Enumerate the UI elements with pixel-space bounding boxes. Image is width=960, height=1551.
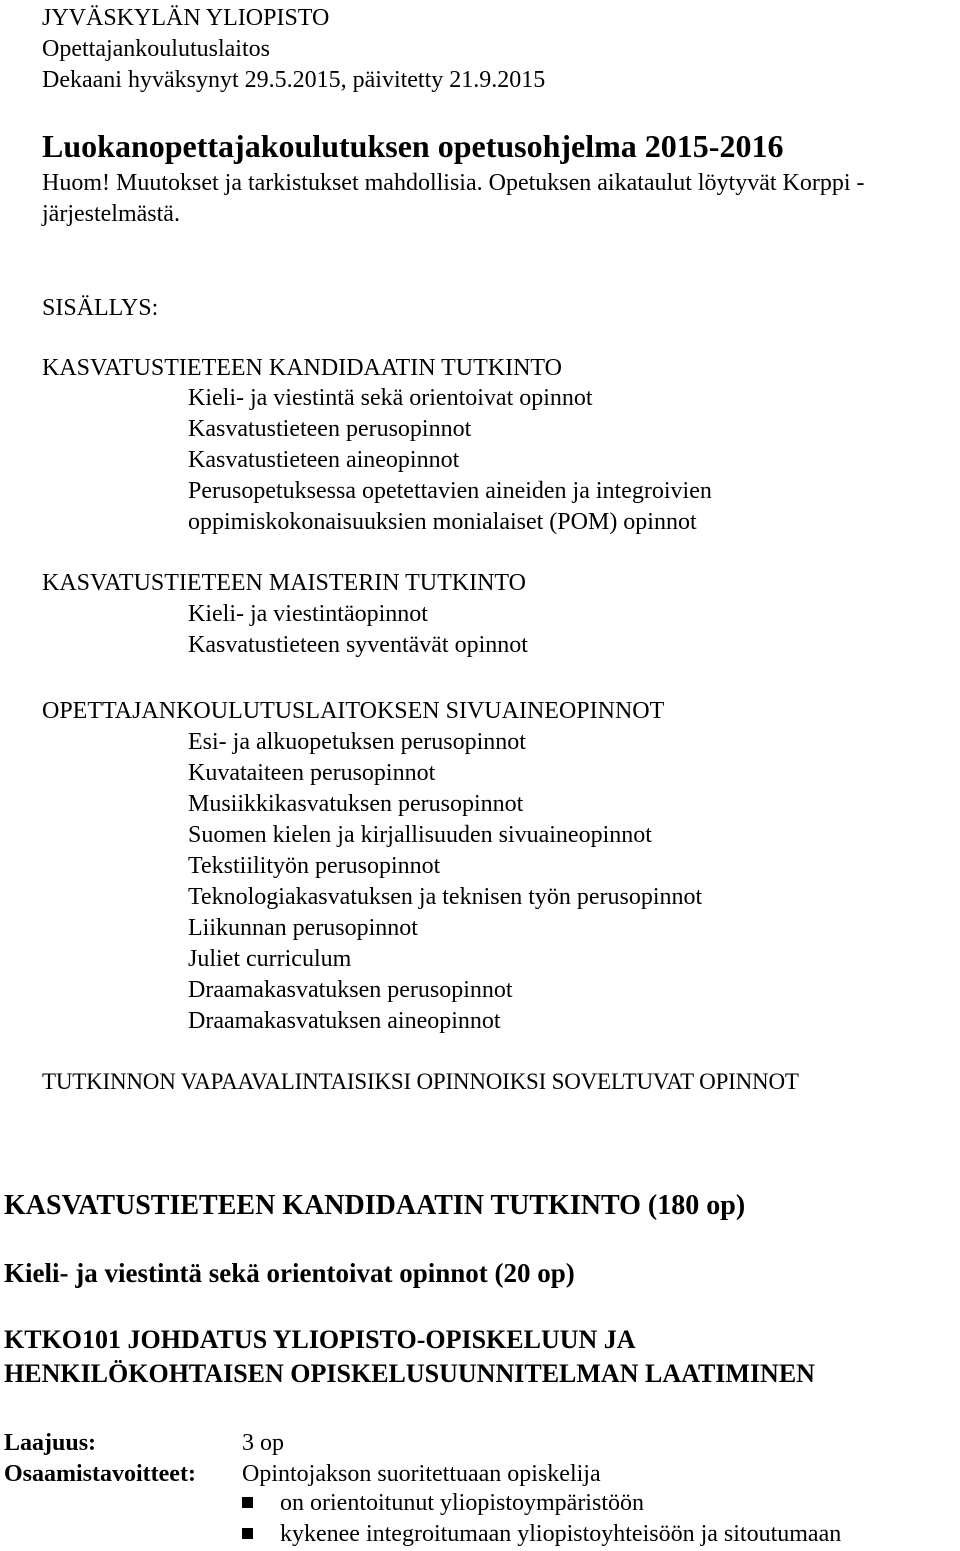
module-heading: Kieli- ja viestintä sekä orientoivat opinnot (20 op) xyxy=(4,1258,575,1288)
scope-value: 3 op xyxy=(242,1430,284,1456)
toc-item: Juliet curriculum xyxy=(188,946,352,972)
toc-item: Musiikkikasvatuksen perusopinnot xyxy=(188,791,524,817)
toc-item: Teknologiakasvatuksen ja teknisen työn perusopinnot xyxy=(188,884,703,910)
toc-item: Kieli- ja viestintä sekä orientoivat opinnot xyxy=(188,385,593,411)
university-name: JYVÄSKYLÄN YLIOPISTO xyxy=(42,5,330,31)
course-heading-line-1: KTKO101 JOHDATUS YLIOPISTO-OPISKELUUN JA xyxy=(4,1325,636,1354)
toc-label: SISÄLLYS: xyxy=(42,295,159,321)
toc-item: Kieli- ja viestintäopinnot xyxy=(188,601,428,627)
toc-item: Liikunnan perusopinnot xyxy=(188,915,418,941)
square-bullet-icon xyxy=(242,1528,253,1539)
square-bullet-icon xyxy=(242,1497,253,1508)
toc-item: Draamakasvatuksen aineopinnot xyxy=(188,1008,501,1034)
toc-item: Tekstiilityön perusopinnot xyxy=(188,853,441,879)
outcome-item: kykenee integroitumaan yliopistoyhteisöön ja sitoutumaan xyxy=(280,1521,842,1547)
note-line-2: järjestelmästä. xyxy=(42,201,180,227)
toc-item: Esi- ja alkuopetuksen perusopinnot xyxy=(188,729,526,755)
degree-heading: KASVATUSTIETEEN KANDIDAATIN TUTKINTO (180 op) xyxy=(4,1190,746,1221)
toc-section-bachelor: KASVATUSTIETEEN KANDIDAATIN TUTKINTO xyxy=(42,355,562,381)
course-heading-line-2: HENKILÖKOHTAISEN OPISKELUSUUNNITELMAN LAATIMINEN xyxy=(4,1359,815,1388)
note-line-1: Huom! Muutokset ja tarkistukset mahdollisia. Opetuksen aikataulut löytyvät Korppi - xyxy=(42,170,865,196)
toc-item: Kasvatustieteen perusopinnot xyxy=(188,416,472,442)
department-name: Opettajankoulutuslaitos xyxy=(42,36,270,62)
outcomes-intro: Opintojakson suoritettuaan opiskelija xyxy=(242,1461,601,1487)
document-title: Luokanopettajakoulutuksen opetusohjelma 2015-2016 xyxy=(42,128,784,164)
toc-item: Draamakasvatuksen perusopinnot xyxy=(188,977,513,1003)
toc-item: Kasvatustieteen aineopinnot xyxy=(188,447,460,473)
approval-date: Dekaani hyväksynyt 29.5.2015, päivitetty 21.9.2015 xyxy=(42,67,546,93)
outcomes-label: Osaamistavoitteet: xyxy=(4,1461,196,1487)
toc-item: oppimiskokonaisuuksien monialaiset (POM) opinnot xyxy=(188,509,697,535)
scope-label: Laajuus: xyxy=(4,1430,97,1456)
toc-item: Suomen kielen ja kirjallisuuden sivuaineopinnot xyxy=(188,822,652,848)
toc-item: Kasvatustieteen syventävät opinnot xyxy=(188,632,528,658)
outcome-item: on orientoitunut yliopistoympäristöön xyxy=(280,1490,644,1516)
toc-item: Perusopetuksessa opetettavien aineiden ja integroivien xyxy=(188,478,712,504)
toc-section-master: KASVATUSTIETEEN MAISTERIN TUTKINTO xyxy=(42,570,526,596)
toc-item: Kuvataiteen perusopinnot xyxy=(188,760,436,786)
toc-section-minor: OPETTAJANKOULUTUSLAITOKSEN SIVUAINEOPINNOT xyxy=(42,698,665,724)
toc-section-elective: TUTKINNON VAPAAVALINTAISIKSI OPINNOIKSI SOVELTUVAT OPINNOT xyxy=(42,1069,799,1094)
